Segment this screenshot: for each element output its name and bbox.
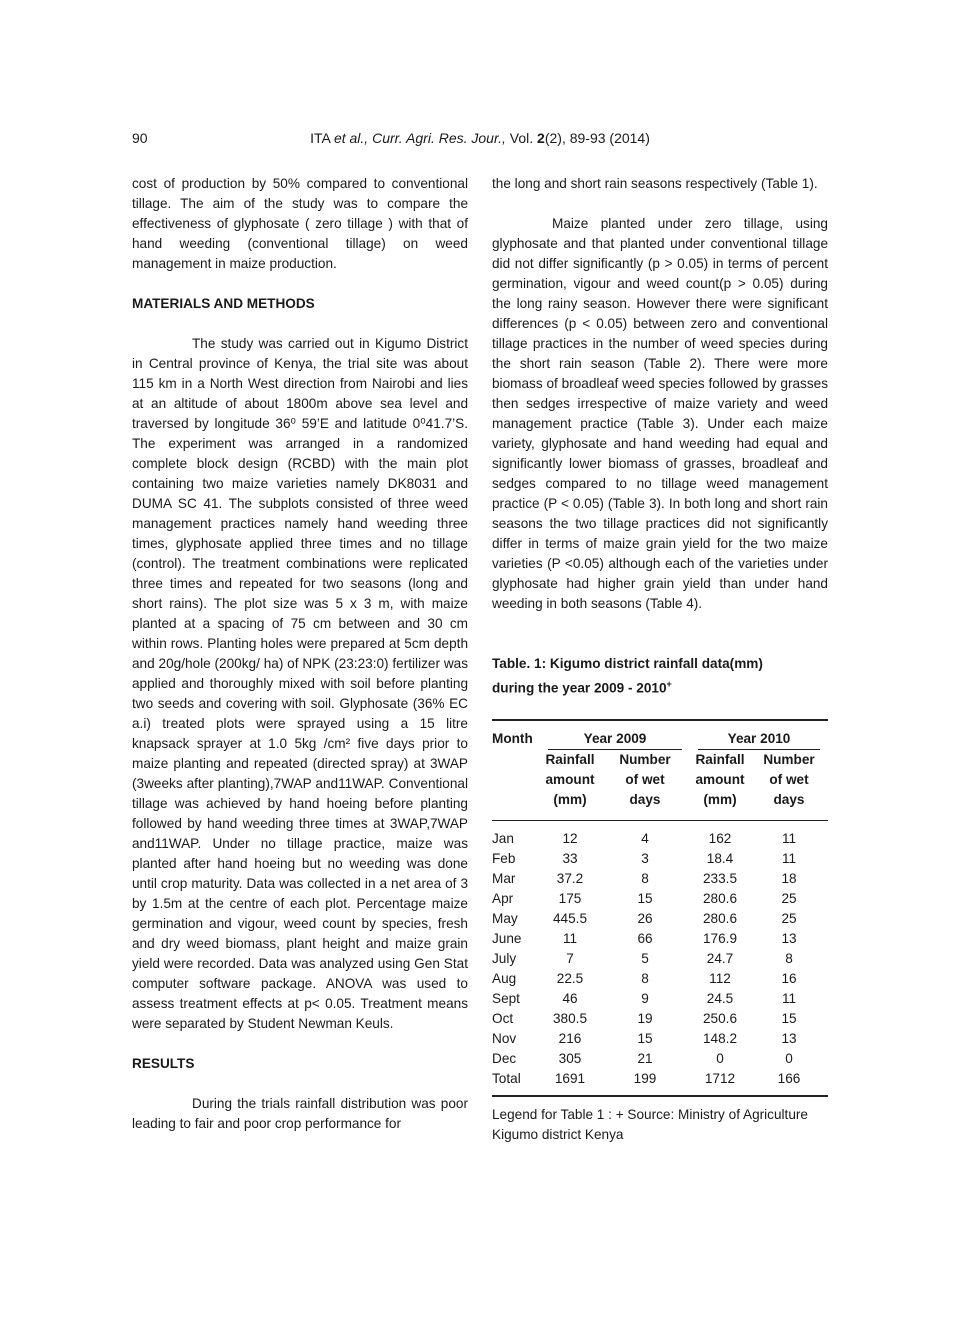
table-cell-w2010: 15 <box>781 1010 797 1026</box>
table-row <box>492 889 828 909</box>
table-cell-r2010: 1712 <box>704 1070 736 1086</box>
table-row <box>492 929 828 949</box>
running-head-vol: Vol. <box>505 130 538 146</box>
table-cell-w2010: 11 <box>781 990 797 1006</box>
table-cell-month: Nov <box>492 1030 517 1046</box>
table-cell-r2010: 250.6 <box>702 1010 738 1026</box>
table-cell-month: Oct <box>492 1010 514 1026</box>
continuation-paragraph: the long and short rain seasons respectively (Table 1). <box>492 176 818 191</box>
table-cell-w2009: 8 <box>641 970 649 986</box>
rainfall-2009-header: Rainfall amount (mm) <box>545 751 595 807</box>
table-title-line2: during the year 2009 - 2010 <box>492 680 667 696</box>
rainfall-table <box>492 719 828 1097</box>
table-cell-month: Apr <box>492 890 514 906</box>
table-cell-w2010: 8 <box>785 950 793 966</box>
table-cell-month: Feb <box>492 850 516 866</box>
running-head-journal: et al., Curr. Agri. Res. Jour., <box>333 130 506 146</box>
table-row <box>492 829 828 849</box>
table-row <box>492 909 828 929</box>
methods-paragraph: The study was carried out in Kigumo District in Central province of Kenya, the trial site was about 115 km in a North West direction from Nairobi and lies at an altitude of about 1800m above sea level and traversed by longitude 36⁰ 59’E and latitude 0⁰41.7’S. The experiment was arranged in a randomized complete block design (RCBD) with the main plot containing two maize varieties namely DK8031 and DUMA SC 41. The subplots consisted of three weed management practices namely hand weeding three times, glyphosate applied three times and no tillage (control). The treatment combinations were replicated three times and repeated for two seasons (long and short rains). The plot size was 5 x 3 m, with maize planted at a spacing of 75 cm between and 30 cm within rows. Planting holes were prepared at 5cm depth and 20g/hole (200kg/ ha) of NPK (23:23:0) fertilizer was applied and thoroughly mixed with soil before planting two seeds and covering with soil. Glyphosate (36% EC a.i) treated plots were sprayed using a 15 litre knapsack sprayer at 1.0 5kg /cm² five days prior to maize planting and repeated (directed spray) at 3WAP (3weeks after planting),7WAP and11WAP. Conventional tillage was achieved by hand hoeing before planting followed by hand weeding three times at 3WAP,7WAP and11WAP. Under no tillage practice, maize was planted after hand hoeing but no weeding was done until crop maturity. Data was collected in a net area of 3 by 1.5m at the centre of each plot. Percentage maize germination and vigour, weed count by species, fresh and dry weed biomass, plant height and maize grain yield were recorded. Data was analyzed using Gen Stat computer software package. ANOVA was used to assess treatment effects at p< 0.05. Treatment means were separated by Student Newman Keuls. <box>132 336 468 1031</box>
table-cell-month: July <box>492 950 517 966</box>
table-cell-r2010: 112 <box>709 970 731 986</box>
table-cell-r2009: 33 <box>562 850 578 866</box>
running-head-issue: (2), 89-93 (2014) <box>544 130 650 146</box>
table-cell-r2009: 46 <box>562 990 578 1006</box>
table-row <box>492 1029 828 1049</box>
table-title <box>492 654 828 699</box>
year-2009-header: Year 2009 <box>540 729 690 750</box>
table-cell-w2010: 13 <box>781 1030 797 1046</box>
results-paragraph: During the trials rainfall distribution was poor leading to fair and poor crop performance for <box>132 1096 468 1131</box>
page-number: 90 <box>132 130 148 146</box>
table-cell-w2009: 199 <box>633 1070 657 1086</box>
table-cell-r2009: 12 <box>562 830 578 846</box>
table-cell-r2010: 176.9 <box>702 930 738 946</box>
table-cell-w2010: 16 <box>781 970 797 986</box>
left-column <box>132 174 468 1134</box>
table-cell-month: Total <box>492 1070 521 1086</box>
table-row <box>492 869 828 889</box>
table-cell-r2009: 11 <box>562 930 578 946</box>
table-cell-r2009: 380.5 <box>552 1010 588 1026</box>
table-cell-r2009: 7 <box>566 950 574 966</box>
running-head-author: ITA <box>310 130 334 146</box>
table-cell-r2010: 18.4 <box>706 850 734 866</box>
wetdays-2009-header: Number of wet days <box>619 751 671 807</box>
table-row <box>492 949 828 969</box>
table-legend: Legend for Table 1 : + Source: Ministry of Agriculture Kigumo district Kenya <box>492 1106 808 1142</box>
wetdays-2010-header: Number of wet days <box>763 751 815 807</box>
year-2010-header: Year 2010 <box>690 729 828 750</box>
discussion-paragraph: Maize planted under zero tillage, using glyphosate and that planted under conventional tillage did not differ significantly (p > 0.05) in terms of percent germination, vigour and weed count(p > 0.05) during the long rainy season. However there were significant differences (p < 0.05) between zero and conventional tillage practices in the number of weed species during the short rain season (Table 2). There were more biomass of broadleaf weed species followed by grasses then sedges irrespective of maize variety and weed management practice (Table 3). Under each maize variety, glyphosate and hand weeding had equal and significantly lower biomass of grasses, broadleaf and sedges compared to no tillage weed management practice (P < 0.05) (Table 3). In both long and short rain seasons the two tillage practices did not significantly differ in terms of maize grain yield for the two maize varieties (P <0.05) although each of the varieties under glyphosate had higher grain yield than under hand weeding in both seasons (Table 4). <box>492 216 828 611</box>
table-cell-r2009: 37.2 <box>556 870 584 886</box>
table-cell-w2009: 15 <box>637 1030 653 1046</box>
table-cell-r2010: 24.5 <box>706 990 734 1006</box>
running-head <box>132 130 828 146</box>
table-cell-w2010: 13 <box>781 930 797 946</box>
table-cell-w2009: 8 <box>641 870 649 886</box>
table-title-line1: Table. 1: Kigumo district rainfall data(mm) <box>492 656 763 671</box>
table-cell-w2009: 15 <box>637 890 653 906</box>
table-cell-r2010: 280.6 <box>702 910 738 926</box>
table-cell-w2010: 0 <box>785 1050 793 1066</box>
table-cell-w2010: 11 <box>781 830 797 846</box>
col-month-header: Month <box>492 731 533 747</box>
table-cell-month: Sept <box>492 990 520 1006</box>
table-row <box>492 849 828 869</box>
table-cell-month: May <box>492 910 518 926</box>
table-cell-r2009: 216 <box>558 1030 582 1046</box>
rainfall-2010-header: Rainfall amount (mm) <box>695 751 745 807</box>
table-cell-month: Jan <box>492 830 514 846</box>
table-row <box>492 969 828 989</box>
table-cell-r2010: 233.5 <box>702 870 738 886</box>
table-cell-month: Dec <box>492 1050 517 1066</box>
results-heading: RESULTS <box>132 1056 195 1071</box>
table-cell-w2009: 3 <box>641 850 649 866</box>
table-cell-r2010: 0 <box>716 1050 724 1066</box>
intro-paragraph: cost of production by 50% compared to conventional tillage. The aim of the study was to compare the effectiveness of glyphosate ( zero tillage ) with that of hand weeding (conventional tillage) on weed management in maize production. <box>132 176 468 271</box>
table-row <box>492 1069 828 1089</box>
table-cell-r2009: 22.5 <box>556 970 584 986</box>
table-title-sup: + <box>666 679 672 689</box>
table-cell-w2009: 5 <box>641 950 649 966</box>
table-cell-w2009: 9 <box>641 990 649 1006</box>
table-cell-w2010: 25 <box>781 890 797 906</box>
table-cell-month: June <box>492 930 522 946</box>
table-cell-r2010: 280.6 <box>702 890 738 906</box>
table-cell-r2009: 445.5 <box>552 910 588 926</box>
table-cell-r2009: 175 <box>558 890 582 906</box>
table-cell-w2010: 11 <box>781 850 797 866</box>
table-cell-w2009: 21 <box>637 1050 653 1066</box>
table-cell-month: Mar <box>492 870 516 886</box>
table-row <box>492 1009 828 1029</box>
page-header <box>132 128 828 150</box>
table-cell-r2009: 305 <box>558 1050 582 1066</box>
table-cell-w2010: 166 <box>777 1070 801 1086</box>
table-row <box>492 1049 828 1069</box>
table-row <box>492 989 828 1009</box>
table-cell-r2010: 162 <box>708 830 732 846</box>
table-cell-w2009: 19 <box>637 1010 653 1026</box>
methods-heading: MATERIALS AND METHODS <box>132 296 315 311</box>
right-column <box>492 174 828 1145</box>
table-cell-w2009: 26 <box>637 910 653 926</box>
table-cell-w2009: 66 <box>637 930 653 946</box>
table-cell-w2010: 25 <box>781 910 797 926</box>
table-cell-r2010: 148.2 <box>702 1030 738 1046</box>
table-cell-month: Aug <box>492 970 517 986</box>
running-head-volnum: 2 <box>537 130 545 146</box>
table-cell-r2010: 24.7 <box>706 950 734 966</box>
table-cell-r2009: 1691 <box>554 1070 586 1086</box>
table-cell-w2009: 4 <box>641 830 649 846</box>
table-cell-w2010: 18 <box>781 870 797 886</box>
